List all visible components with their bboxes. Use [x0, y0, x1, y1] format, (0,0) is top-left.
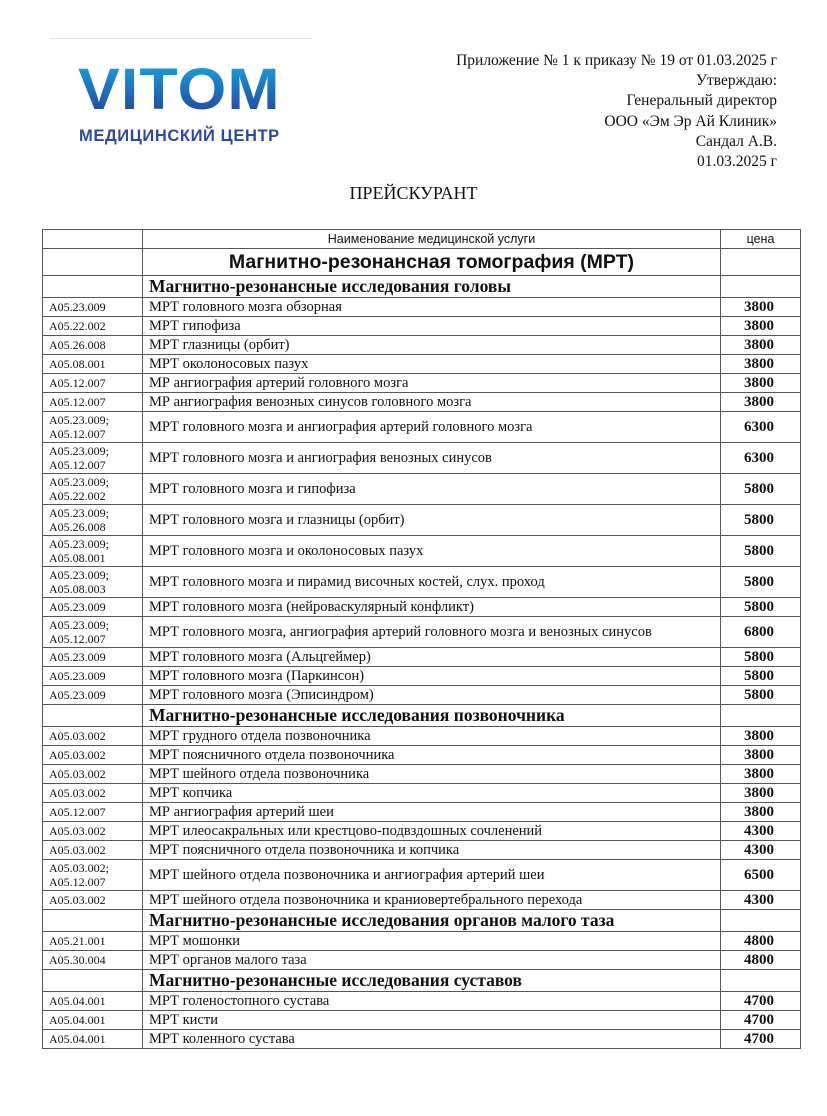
- service-code: A05.26.008: [43, 336, 143, 355]
- service-row: [43, 822, 801, 841]
- service-name: МРТ мошонки: [143, 932, 721, 951]
- service-code: A05.03.002: [43, 841, 143, 860]
- service-price: 4800: [721, 932, 801, 951]
- service-code: [43, 474, 143, 505]
- service-row: [43, 617, 801, 648]
- service-name: МРТ голеностопного сустава: [143, 992, 721, 1011]
- header-code: [43, 230, 143, 249]
- service-code: A05.12.007: [43, 374, 143, 393]
- table-header-row: [43, 230, 801, 249]
- service-code: A05.08.001: [43, 355, 143, 374]
- service-code: A05.12.007: [43, 803, 143, 822]
- service-row: [43, 686, 801, 705]
- service-row: [43, 648, 801, 667]
- service-name: МРТ поясничного отдела позвоночника: [143, 746, 721, 765]
- section-code-cell: [43, 705, 143, 727]
- service-code: [43, 505, 143, 536]
- service-row: [43, 727, 801, 746]
- section-price-cell: [721, 276, 801, 298]
- service-code: A05.03.002: [43, 727, 143, 746]
- service-row: [43, 298, 801, 317]
- service-name: МРТ головного мозга и ангиография артерий головного мозга: [143, 412, 721, 443]
- service-price: 6800: [721, 617, 801, 648]
- service-code: A05.04.001: [43, 1030, 143, 1049]
- service-code: A05.03.002: [43, 784, 143, 803]
- service-row: [43, 355, 801, 374]
- service-name: МРТ гипофиза: [143, 317, 721, 336]
- service-name: МР ангиография венозных синусов головного мозга: [143, 393, 721, 412]
- service-code: A05.23.009: [43, 598, 143, 617]
- service-row: [43, 803, 801, 822]
- service-code: A05.03.002: [43, 822, 143, 841]
- service-code: A05.03.002: [43, 765, 143, 784]
- service-code: A05.23.009: [43, 667, 143, 686]
- service-price: 3800: [721, 393, 801, 412]
- service-code: A05.30.004: [43, 951, 143, 970]
- service-code: A05.04.001: [43, 1011, 143, 1030]
- service-code: A05.23.009: [43, 686, 143, 705]
- section-title: Магнитно-резонансные исследования суставов: [143, 970, 721, 992]
- service-row: [43, 932, 801, 951]
- service-code: [43, 860, 143, 891]
- service-row: [43, 567, 801, 598]
- service-row: [43, 374, 801, 393]
- service-row: [43, 784, 801, 803]
- service-code: A05.04.001: [43, 992, 143, 1011]
- service-name: МРТ шейного отдела позвоночника и ангиография артерий шеи: [143, 860, 721, 891]
- service-row: [43, 393, 801, 412]
- service-price: 4300: [721, 822, 801, 841]
- service-name: МРТ органов малого таза: [143, 951, 721, 970]
- service-name: МРТ головного мозга, ангиография артерий головного мозга и венозных синусов: [143, 617, 721, 648]
- service-code-part: A05.03.002;: [49, 861, 109, 875]
- service-row: [43, 598, 801, 617]
- service-price: 3800: [721, 803, 801, 822]
- service-price: 5800: [721, 474, 801, 505]
- service-price: 3800: [721, 317, 801, 336]
- service-price: 4300: [721, 841, 801, 860]
- service-name: МРТ головного мозга и пирамид височных костей, слух. проход: [143, 567, 721, 598]
- service-name: МРТ шейного отдела позвоночника: [143, 765, 721, 784]
- company-name: ООО «Эм Эр Ай Клиник»: [604, 112, 777, 130]
- service-price: 4300: [721, 891, 801, 910]
- service-price: 5800: [721, 667, 801, 686]
- service-name: МРТ кисти: [143, 1011, 721, 1030]
- service-code: A05.21.001: [43, 932, 143, 951]
- service-code: [43, 443, 143, 474]
- section-header-row: [43, 910, 801, 932]
- service-name: МРТ головного мозга и околоносовых пазух: [143, 536, 721, 567]
- main-category-price-cell: [721, 249, 801, 276]
- service-code: [43, 536, 143, 567]
- service-code-part: A05.22.002: [49, 489, 106, 503]
- section-title: Магнитно-резонансные исследования позвоночника: [143, 705, 721, 727]
- service-row: [43, 336, 801, 355]
- service-name: МРТ глазницы (орбит): [143, 336, 721, 355]
- approver-name: Сандал А.В.: [695, 132, 777, 150]
- service-code: [43, 412, 143, 443]
- service-code-part: A05.12.007: [49, 875, 106, 889]
- service-row: [43, 951, 801, 970]
- service-code: A05.03.002: [43, 746, 143, 765]
- service-name: МРТ головного мозга обзорная: [143, 298, 721, 317]
- service-name: МРТ головного мозга и глазницы (орбит): [143, 505, 721, 536]
- service-code-part: A05.12.007: [49, 427, 106, 441]
- service-price: 3800: [721, 727, 801, 746]
- service-price: 3800: [721, 784, 801, 803]
- main-category-row: [43, 249, 801, 276]
- service-price: 4700: [721, 992, 801, 1011]
- service-row: [43, 841, 801, 860]
- section-header-row: [43, 276, 801, 298]
- service-row: [43, 317, 801, 336]
- service-name: МРТ поясничного отдела позвоночника и копчика: [143, 841, 721, 860]
- service-code: A05.22.002: [43, 317, 143, 336]
- service-row: [43, 505, 801, 536]
- clinic-logo: [50, 38, 312, 155]
- service-row: [43, 1030, 801, 1049]
- service-price: 6300: [721, 412, 801, 443]
- header-price: цена: [721, 230, 801, 249]
- service-row: [43, 746, 801, 765]
- section-title: Магнитно-резонансные исследования органов малого таза: [143, 910, 721, 932]
- service-price: 4700: [721, 1030, 801, 1049]
- service-name: МР ангиография артерий головного мозга: [143, 374, 721, 393]
- service-price: 5800: [721, 567, 801, 598]
- service-name: МРТ копчика: [143, 784, 721, 803]
- service-row: [43, 860, 801, 891]
- section-title: Магнитно-резонансные исследования головы: [143, 276, 721, 298]
- service-row: [43, 992, 801, 1011]
- service-price: 6300: [721, 443, 801, 474]
- service-name: МРТ илеосакральных или крестцово-подвздошных сочленений: [143, 822, 721, 841]
- price-list-table: [42, 229, 801, 1049]
- approval-block: [456, 51, 777, 172]
- section-header-row: [43, 970, 801, 992]
- service-row: [43, 891, 801, 910]
- section-code-cell: [43, 276, 143, 298]
- service-name: МРТ головного мозга (Эписиндром): [143, 686, 721, 705]
- service-code-part: A05.23.009;: [49, 618, 109, 632]
- section-code-cell: [43, 970, 143, 992]
- service-price: 5800: [721, 505, 801, 536]
- service-code: A05.03.002: [43, 891, 143, 910]
- service-price: 5800: [721, 648, 801, 667]
- service-price: 6500: [721, 860, 801, 891]
- service-row: [43, 765, 801, 784]
- service-name: МР ангиография артерий шеи: [143, 803, 721, 822]
- service-code-part: A05.08.001: [49, 551, 106, 565]
- service-code: [43, 617, 143, 648]
- service-name: МРТ коленного сустава: [143, 1030, 721, 1049]
- service-code-part: A05.08.003: [49, 582, 106, 596]
- approver-position: Генеральный директор: [626, 92, 777, 110]
- logo-wordmark: VITOM: [78, 57, 281, 122]
- service-price: 5800: [721, 536, 801, 567]
- service-price: 3800: [721, 746, 801, 765]
- service-row: [43, 474, 801, 505]
- service-price: 3800: [721, 374, 801, 393]
- main-category-title: Магнитно-резонансная томография (МРТ): [143, 249, 721, 276]
- document-title: ПРЕЙСКУРАНТ: [349, 183, 478, 203]
- service-code: [43, 567, 143, 598]
- service-price: 4700: [721, 1011, 801, 1030]
- header-service-name: Наименование медицинской услуги: [143, 230, 721, 249]
- service-price: 3800: [721, 336, 801, 355]
- service-name: МРТ головного мозга и гипофиза: [143, 474, 721, 505]
- service-code: A05.12.007: [43, 393, 143, 412]
- service-name: МРТ головного мозга и ангиография венозных синусов: [143, 443, 721, 474]
- service-name: МРТ шейного отдела позвоночника и краниовертебрального перехода: [143, 891, 721, 910]
- service-row: [43, 412, 801, 443]
- service-row: [43, 443, 801, 474]
- section-price-cell: [721, 705, 801, 727]
- service-code-part: A05.23.009;: [49, 537, 109, 551]
- service-code-part: A05.12.007: [49, 458, 106, 472]
- service-row: [43, 536, 801, 567]
- section-price-cell: [721, 910, 801, 932]
- service-code-part: A05.23.009;: [49, 568, 109, 582]
- service-name: МРТ головного мозга (нейроваскулярный конфликт): [143, 598, 721, 617]
- service-price: 3800: [721, 765, 801, 784]
- service-code-part: A05.12.007: [49, 632, 106, 646]
- service-price: 5800: [721, 598, 801, 617]
- section-header-row: [43, 705, 801, 727]
- service-price: 3800: [721, 298, 801, 317]
- section-price-cell: [721, 970, 801, 992]
- service-name: МРТ грудного отдела позвоночника: [143, 727, 721, 746]
- service-code-part: A05.26.008: [49, 520, 106, 534]
- service-code-part: A05.23.009;: [49, 413, 109, 427]
- service-code-part: A05.23.009;: [49, 444, 109, 458]
- service-code-part: A05.23.009;: [49, 506, 109, 520]
- main-category-code-cell: [43, 249, 143, 276]
- service-price: 4800: [721, 951, 801, 970]
- service-name: МРТ околоносовых пазух: [143, 355, 721, 374]
- section-code-cell: [43, 910, 143, 932]
- service-price: 3800: [721, 355, 801, 374]
- service-code: A05.23.009: [43, 298, 143, 317]
- service-row: [43, 1011, 801, 1030]
- service-price: 5800: [721, 686, 801, 705]
- service-name: МРТ головного мозга (Паркинсон): [143, 667, 721, 686]
- approval-date: 01.03.2025 г: [697, 153, 777, 171]
- logo-subtitle: МЕДИЦИНСКИЙ ЦЕНТР: [79, 127, 280, 145]
- approval-label: Утверждаю:: [696, 72, 777, 90]
- service-code-part: A05.23.009;: [49, 475, 109, 489]
- appendix-reference: Приложение № 1 к приказу № 19 от 01.03.2025 г: [456, 52, 777, 69]
- service-code: A05.23.009: [43, 648, 143, 667]
- service-row: [43, 667, 801, 686]
- service-name: МРТ головного мозга (Альцгеймер): [143, 648, 721, 667]
